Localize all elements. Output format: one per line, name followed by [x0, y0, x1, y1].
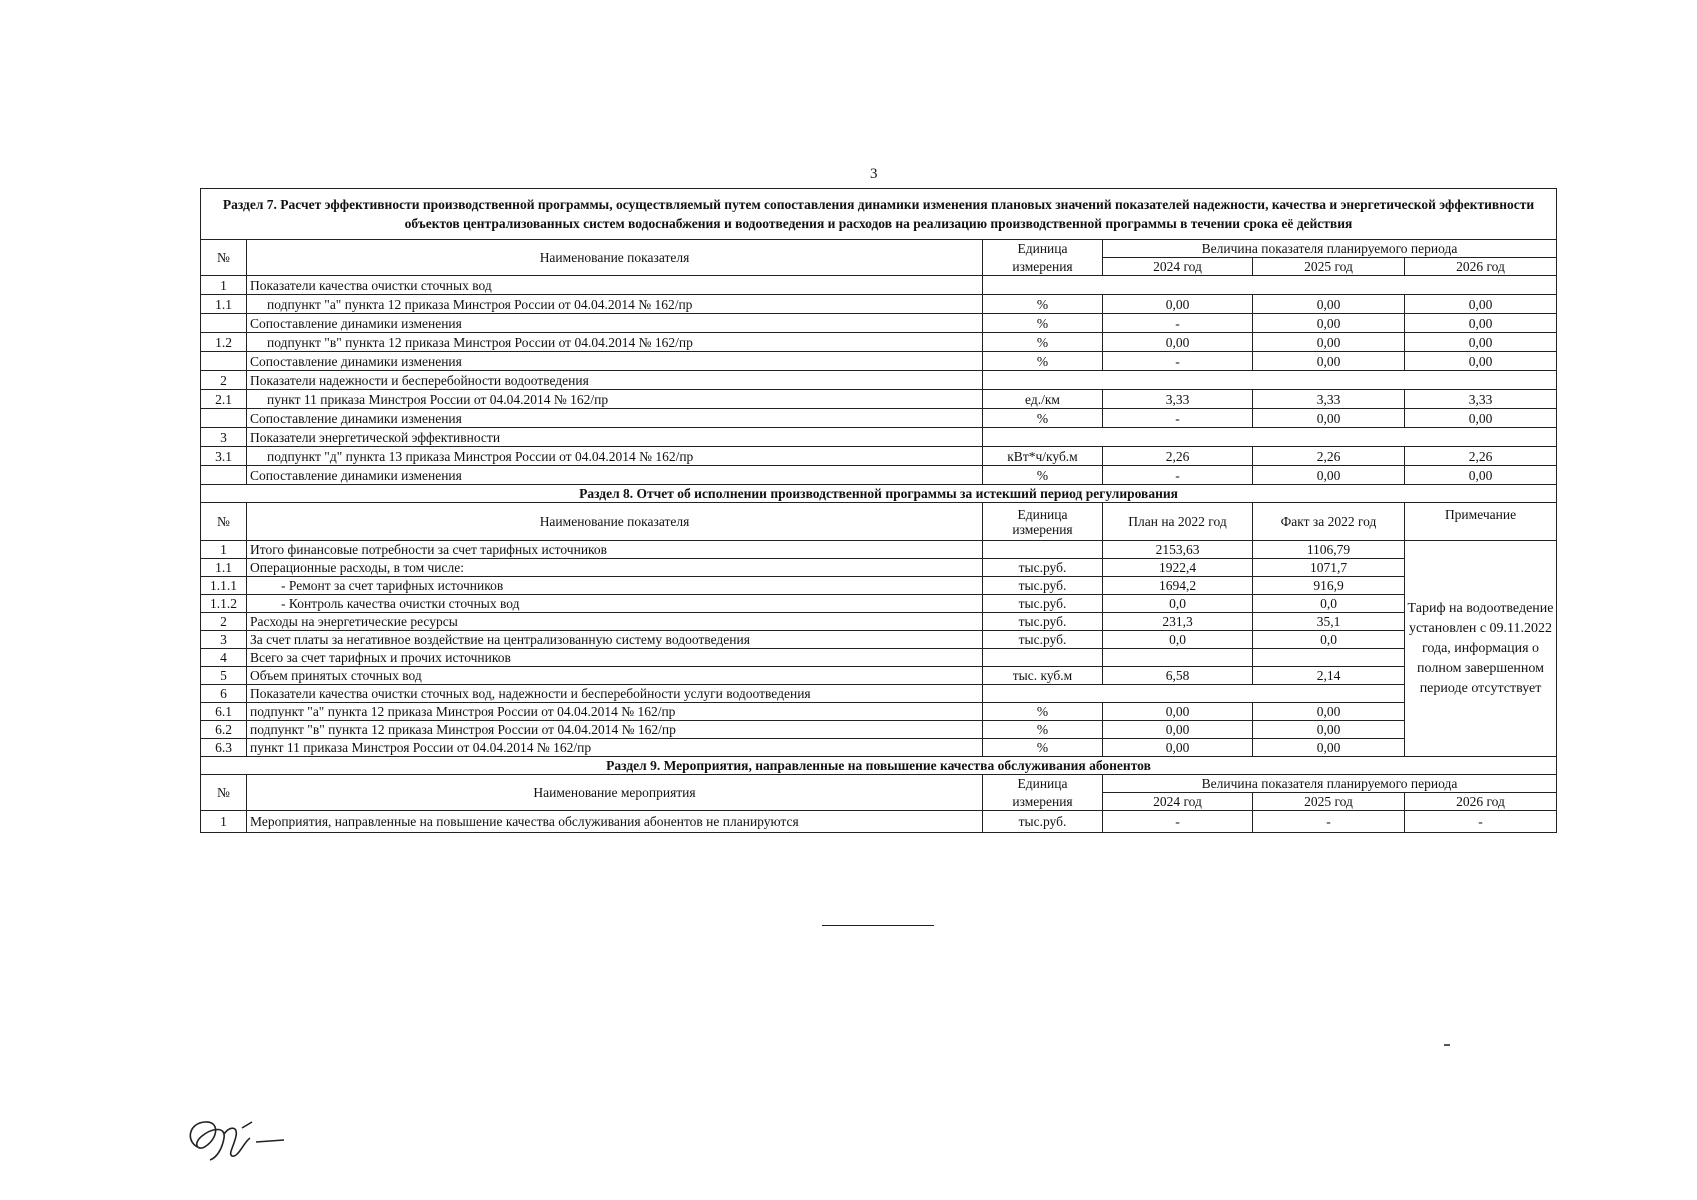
- table-row: [201, 428, 1557, 447]
- row-name: Всего за счет тарифных и прочих источников: [247, 649, 983, 667]
- table-row: [201, 371, 1557, 390]
- row-name: подпункт "а" пункта 12 приказа Минстроя России от 04.04.2014 № 162/пр: [247, 295, 983, 314]
- row-name: За счет платы за негативное воздействие на централизованную систему водоотведения: [247, 631, 983, 649]
- table-row: [201, 739, 1557, 757]
- row-unit: [983, 541, 1103, 559]
- row-fact: 0,0: [1253, 631, 1405, 649]
- row-number: 6: [201, 685, 247, 703]
- row-unit: тыс.руб.: [983, 631, 1103, 649]
- row-number: 5: [201, 667, 247, 685]
- row-name: Объем принятых сточных вод: [247, 667, 983, 685]
- page-number: 3: [870, 166, 878, 182]
- row-number: 1.1: [201, 559, 247, 577]
- row-2026: 0,00: [1405, 333, 1557, 352]
- row-fact: 916,9: [1253, 577, 1405, 595]
- signature-mark: [180, 1108, 300, 1168]
- row-2024: -: [1103, 314, 1253, 333]
- section8-header-name: Наименование показателя: [247, 503, 983, 541]
- row-name: - Контроль качества очистки сточных вод: [247, 595, 983, 613]
- row-name: подпункт "д" пункта 13 приказа Минстроя России от 04.04.2014 № 162/пр: [247, 447, 983, 466]
- row-plan: 6,58: [1103, 667, 1253, 685]
- row-name: Итого финансовые потребности за счет тарифных источников: [247, 541, 983, 559]
- row-number: 1.1.2: [201, 595, 247, 613]
- row-name: Мероприятия, направленные на повышение качества обслуживания абонентов не планируются: [247, 811, 983, 833]
- row-name: Расходы на энергетические ресурсы: [247, 613, 983, 631]
- table-row: [201, 541, 1557, 559]
- table-row: [201, 295, 1557, 314]
- row-plan: [1103, 649, 1253, 667]
- row-number: 1.1.1: [201, 577, 247, 595]
- table-row: [201, 409, 1557, 428]
- row-unit: тыс. куб.м: [983, 667, 1103, 685]
- row-unit: %: [983, 721, 1103, 739]
- row-number: 3: [201, 631, 247, 649]
- row-fact: [1253, 649, 1405, 667]
- row-plan: 0,0: [1103, 595, 1253, 613]
- section7-header-2025: 2025 год: [1253, 258, 1405, 276]
- table-row: [201, 721, 1557, 739]
- row-number: 1.2: [201, 333, 247, 352]
- row-2026: 0,00: [1405, 352, 1557, 371]
- table-row: [201, 811, 1557, 833]
- row-number: 2.1: [201, 390, 247, 409]
- table-row: [201, 595, 1557, 613]
- row-2024: -: [1103, 352, 1253, 371]
- section8-table: [200, 484, 1557, 757]
- row-number: 6.2: [201, 721, 247, 739]
- section8-header-no: №: [201, 503, 247, 541]
- row-2025: 0,00: [1253, 352, 1405, 371]
- row-2025: 0,00: [1253, 409, 1405, 428]
- row-number: 6.1: [201, 703, 247, 721]
- row-unit: тыс.руб.: [983, 613, 1103, 631]
- table-row: [201, 276, 1557, 295]
- row-plan: 0,0: [1103, 631, 1253, 649]
- section8-header-plan: План на 2022 год: [1103, 503, 1253, 541]
- row-group-spacer: [983, 428, 1557, 447]
- row-plan: 1694,2: [1103, 577, 1253, 595]
- row-name: Показатели энергетической эффективности: [247, 428, 983, 447]
- document-body: [200, 188, 1556, 833]
- row-unit: %: [983, 295, 1103, 314]
- row-2024: -: [1103, 811, 1253, 833]
- row-unit: ед./км: [983, 390, 1103, 409]
- section9-title: Раздел 9. Мероприятия, направленные на повышение качества обслуживания абонентов: [201, 757, 1557, 775]
- row-fact: 1106,79: [1253, 541, 1405, 559]
- row-unit: %: [983, 409, 1103, 428]
- table-row: [201, 559, 1557, 577]
- row-unit: тыс.руб.: [983, 811, 1103, 833]
- row-2025: -: [1253, 811, 1405, 833]
- row-name: Показатели качества очистки сточных вод, надежности и бесперебойности услуги водоотведения: [247, 685, 983, 703]
- row-2024: -: [1103, 409, 1253, 428]
- table-row: [201, 447, 1557, 466]
- row-2024: 2,26: [1103, 447, 1253, 466]
- section8-header-unit-2: измерения: [1012, 521, 1073, 537]
- table-row: [201, 631, 1557, 649]
- row-name: подпункт "в" пункта 12 приказа Минстроя России от 04.04.2014 № 162/пр: [247, 333, 983, 352]
- row-2025: 2,26: [1253, 447, 1405, 466]
- table-row: [201, 390, 1557, 409]
- row-unit: кВт*ч/куб.м: [983, 447, 1103, 466]
- section7-header-2026: 2026 год: [1405, 258, 1557, 276]
- row-unit: %: [983, 352, 1103, 371]
- row-fact: 0,00: [1253, 721, 1405, 739]
- row-number: 1: [201, 811, 247, 833]
- row-unit: %: [983, 466, 1103, 485]
- section8-header-unit: [983, 503, 1103, 541]
- section7-header-unit-2: измерения: [983, 258, 1103, 276]
- row-2025: 0,00: [1253, 333, 1405, 352]
- row-fact: 35,1: [1253, 613, 1405, 631]
- row-2024: 0,00: [1103, 333, 1253, 352]
- row-name: пункт 11 приказа Минстроя России от 04.04.2014 № 162/пр: [247, 390, 983, 409]
- section8-header-unit-1: Единица: [1017, 506, 1068, 522]
- table-row: [201, 466, 1557, 485]
- row-number: [201, 314, 247, 333]
- row-number: 3: [201, 428, 247, 447]
- row-number: [201, 352, 247, 371]
- row-unit: %: [983, 739, 1103, 757]
- row-2026: 2,26: [1405, 447, 1557, 466]
- row-unit: тыс.руб.: [983, 595, 1103, 613]
- row-plan: 0,00: [1103, 703, 1253, 721]
- table-row: [201, 352, 1557, 371]
- row-plan: 0,00: [1103, 721, 1253, 739]
- table-row: [201, 333, 1557, 352]
- section8-note: Тариф на водоотведение установлен с 09.11.2022 года, информация о полном завершенном периоде отсутствует: [1405, 541, 1557, 757]
- row-fact: 0,0: [1253, 595, 1405, 613]
- row-2025: 0,00: [1253, 466, 1405, 485]
- table-row: [201, 649, 1557, 667]
- row-2025: 0,00: [1253, 295, 1405, 314]
- row-unit: %: [983, 703, 1103, 721]
- row-number: 1: [201, 276, 247, 295]
- row-group-spacer: [983, 371, 1557, 390]
- row-unit: %: [983, 314, 1103, 333]
- end-divider: [822, 925, 934, 926]
- section9-header-2024: 2024 год: [1103, 793, 1253, 811]
- row-2025: 3,33: [1253, 390, 1405, 409]
- row-number: [201, 409, 247, 428]
- row-number: 1: [201, 541, 247, 559]
- row-name: Сопоставление динамики изменения: [247, 466, 983, 485]
- row-2025: 0,00: [1253, 314, 1405, 333]
- row-2024: 0,00: [1103, 295, 1253, 314]
- row-2026: 0,00: [1405, 466, 1557, 485]
- row-2024: 3,33: [1103, 390, 1253, 409]
- row-fact: 0,00: [1253, 703, 1405, 721]
- table-row: [201, 613, 1557, 631]
- row-name: Сопоставление динамики изменения: [247, 409, 983, 428]
- row-number: 2: [201, 613, 247, 631]
- scan-dot: [1444, 1044, 1450, 1046]
- table-row: [201, 685, 1557, 703]
- row-fact: 2,14: [1253, 667, 1405, 685]
- section8-title: Раздел 8. Отчет об исполнении производственной программы за истекший период регулирования: [201, 485, 1557, 503]
- row-plan: 0,00: [1103, 739, 1253, 757]
- row-2024: -: [1103, 466, 1253, 485]
- row-2026: -: [1405, 811, 1557, 833]
- section9-header-2026: 2026 год: [1405, 793, 1557, 811]
- row-unit: %: [983, 333, 1103, 352]
- row-number: 6.3: [201, 739, 247, 757]
- section7-header-unit-1: Единица: [983, 240, 1103, 258]
- section7-header-period: Величина показателя планируемого периода: [1103, 240, 1557, 258]
- table-row: [201, 314, 1557, 333]
- section8-header-fact: Факт за 2022 год: [1253, 503, 1405, 541]
- row-name: Показатели надежности и бесперебойности водоотведения: [247, 371, 983, 390]
- section7-header-no: №: [201, 240, 247, 276]
- row-plan: 2153,63: [1103, 541, 1253, 559]
- section9-header-no: №: [201, 775, 247, 811]
- section7-header-2024: 2024 год: [1103, 258, 1253, 276]
- section7-title: Раздел 7. Расчет эффективности производственной программы, осуществляемый путем сопоставления динамики изменения плановых значений показателей надежности, качества и энергетической эффективности объектов централизованных систем водоснабжения и водоотведения и расходов на реализацию производственной программы в течении срока её действия: [201, 189, 1557, 240]
- table-row: [201, 667, 1557, 685]
- section9-header-name: Наименование мероприятия: [247, 775, 983, 811]
- row-name: Показатели качества очистки сточных вод: [247, 276, 983, 295]
- row-2026: 0,00: [1405, 314, 1557, 333]
- row-unit: [983, 649, 1103, 667]
- table-row: [201, 703, 1557, 721]
- row-number: 3.1: [201, 447, 247, 466]
- row-number: [201, 466, 247, 485]
- row-number: 4: [201, 649, 247, 667]
- row-2026: 0,00: [1405, 295, 1557, 314]
- section9-header-unit-2: измерения: [983, 793, 1103, 811]
- row-unit: тыс.руб.: [983, 559, 1103, 577]
- row-2026: 3,33: [1405, 390, 1557, 409]
- row-plan: 1922,4: [1103, 559, 1253, 577]
- section9-header-unit-1: Единица: [983, 775, 1103, 793]
- section9-header-2025: 2025 год: [1253, 793, 1405, 811]
- row-name: Операционные расходы, в том числе:: [247, 559, 983, 577]
- row-name: пункт 11 приказа Минстроя России от 04.04.2014 № 162/пр: [247, 739, 983, 757]
- row-unit: тыс.руб.: [983, 577, 1103, 595]
- row-name: - Ремонт за счет тарифных источников: [247, 577, 983, 595]
- section7-table: [200, 188, 1557, 485]
- row-fact: 1071,7: [1253, 559, 1405, 577]
- row-group-spacer: [983, 685, 1405, 703]
- row-2026: 0,00: [1405, 409, 1557, 428]
- section9-header-period: Величина показателя планируемого периода: [1103, 775, 1557, 793]
- row-fact: 0,00: [1253, 739, 1405, 757]
- row-name: подпункт "а" пункта 12 приказа Минстроя России от 04.04.2014 № 162/пр: [247, 703, 983, 721]
- row-group-spacer: [983, 276, 1557, 295]
- row-number: 2: [201, 371, 247, 390]
- row-name: подпункт "в" пункта 12 приказа Минстроя России от 04.04.2014 № 162/пр: [247, 721, 983, 739]
- row-number: 1.1: [201, 295, 247, 314]
- table-row: [201, 577, 1557, 595]
- section7-header-name: Наименование показателя: [247, 240, 983, 276]
- section8-header-note: Примечание: [1405, 503, 1557, 541]
- row-name: Сопоставление динамики изменения: [247, 352, 983, 371]
- row-name: Сопоставление динамики изменения: [247, 314, 983, 333]
- section9-table: [200, 756, 1557, 833]
- row-plan: 231,3: [1103, 613, 1253, 631]
